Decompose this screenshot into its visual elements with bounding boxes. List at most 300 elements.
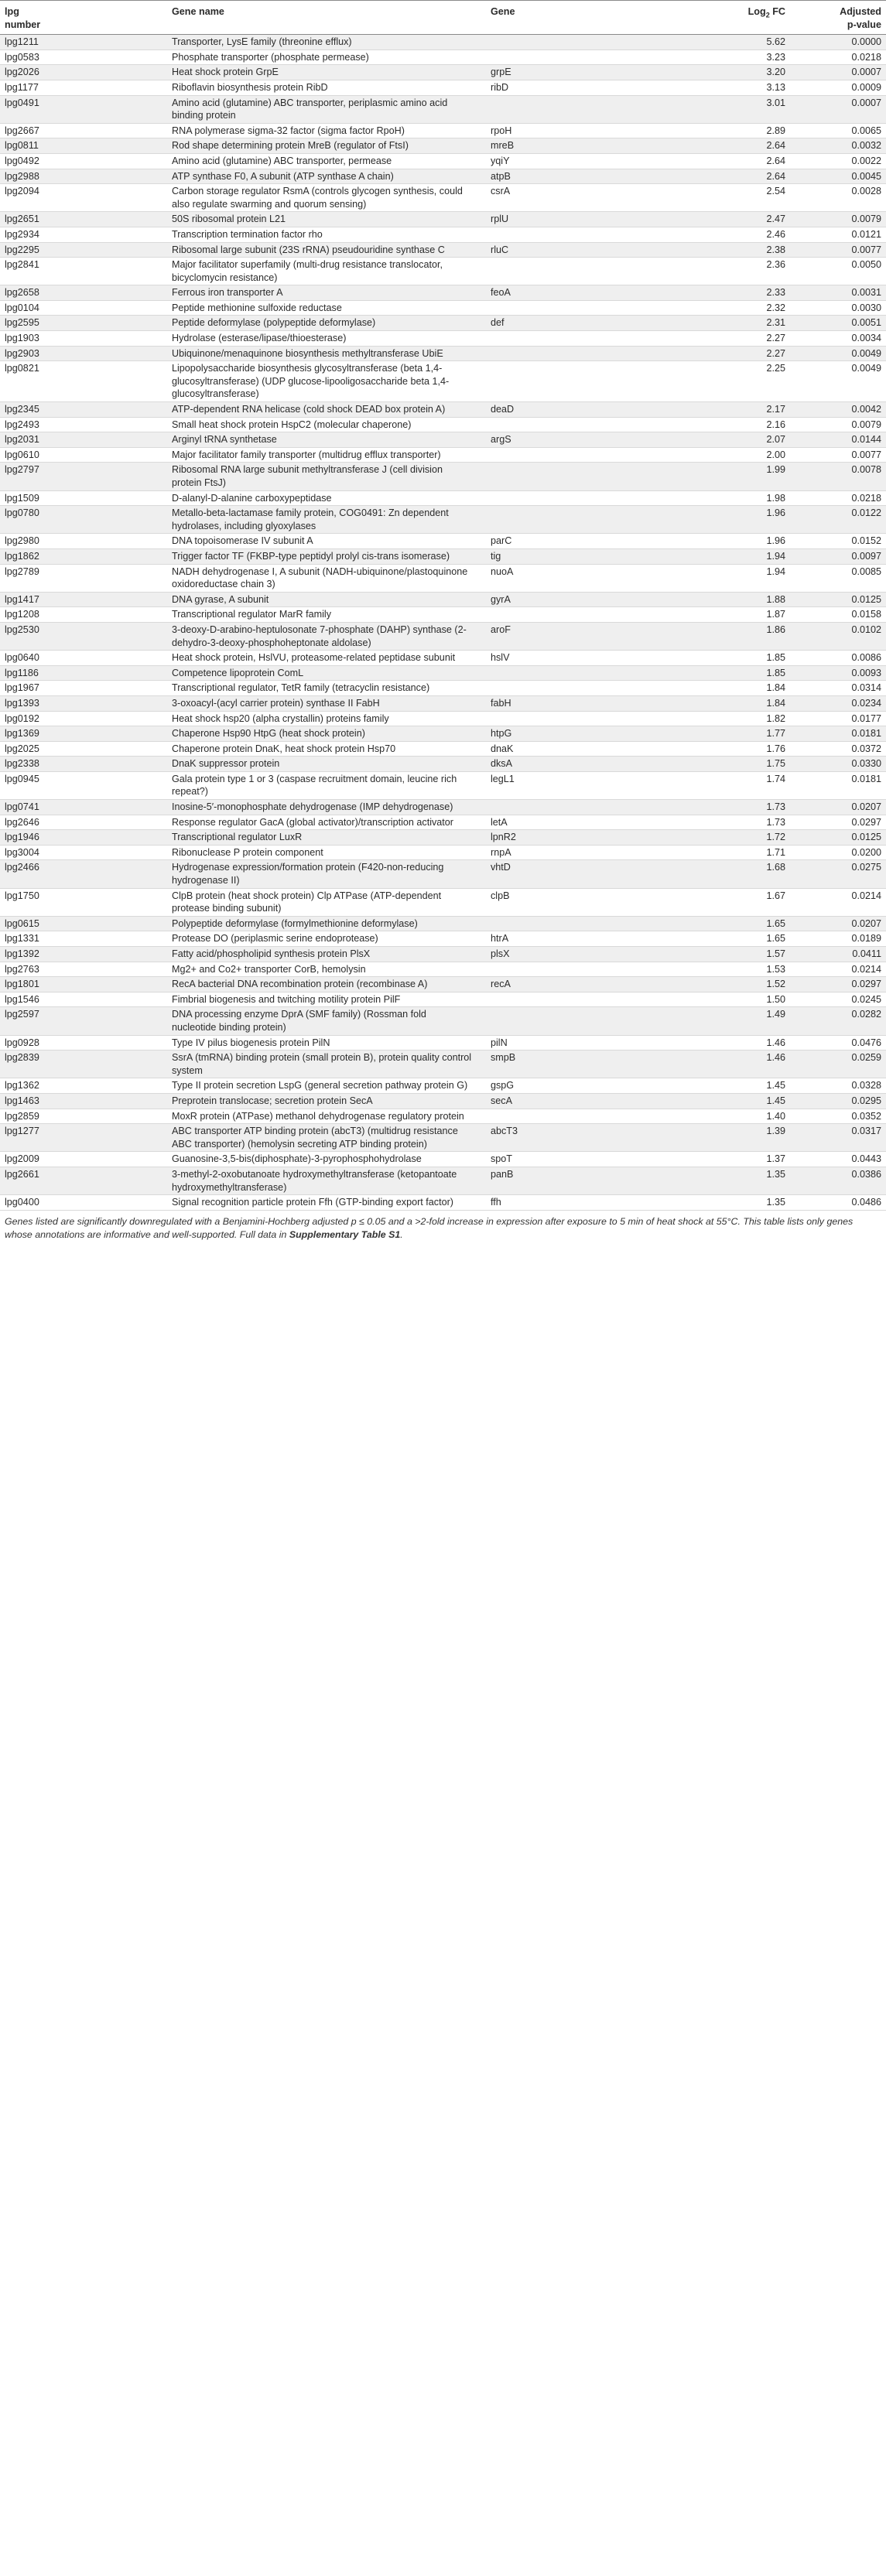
table-row — [0, 1007, 886, 1035]
log2fc-cell: 1.67 — [646, 888, 785, 916]
gene-name-cell: NADH dehydrogenase I, A subunit (NADH-ubiquinone/plastoquinone oxidoreductase chain 3) — [172, 564, 491, 592]
log2fc-cell: 1.53 — [646, 962, 785, 977]
log2fc-cell: 5.62 — [646, 35, 785, 50]
log2fc-cell: 1.65 — [646, 916, 785, 931]
table-row — [0, 258, 886, 285]
log2fc-cell: 1.72 — [646, 830, 785, 846]
log2fc-cell: 1.74 — [646, 771, 785, 799]
gene-cell — [491, 992, 646, 1007]
gene-cell: rpoH — [491, 123, 646, 138]
lpg-number-cell: lpg2661 — [0, 1167, 172, 1194]
table-row — [0, 1051, 886, 1078]
log2fc-cell: 2.54 — [646, 184, 785, 212]
log2fc-cell: 1.86 — [646, 622, 785, 650]
adjusted-pvalue-cell: 0.0049 — [785, 346, 886, 361]
table-row — [0, 490, 886, 506]
lpg-number-cell: lpg2841 — [0, 258, 172, 285]
gene-name-cell: Fatty acid/phospholipid synthesis protein PlsX — [172, 947, 491, 962]
log2fc-cell: 1.96 — [646, 506, 785, 534]
table-header — [0, 1, 886, 35]
adjusted-pvalue-cell: 0.0297 — [785, 977, 886, 992]
gene-cell — [491, 227, 646, 242]
gene-cell: legL1 — [491, 771, 646, 799]
lpg-number-cell: lpg0640 — [0, 651, 172, 666]
adjusted-pvalue-cell: 0.0007 — [785, 65, 886, 80]
log2fc-cell: 1.49 — [646, 1007, 785, 1035]
adjusted-pvalue-cell: 0.0065 — [785, 123, 886, 138]
lpg-number-cell: lpg2026 — [0, 65, 172, 80]
gene-cell: atpB — [491, 169, 646, 184]
gene-cell: htrA — [491, 931, 646, 947]
table-row — [0, 285, 886, 301]
adjusted-pvalue-cell: 0.0078 — [785, 463, 886, 490]
log2fc-cell: 2.38 — [646, 242, 785, 258]
table-row — [0, 741, 886, 757]
gene-cell: spoT — [491, 1152, 646, 1167]
footnote-text: Genes listed are significantly downregulated with a Benjamini-Hochberg adjusted p ≤ 0.05 and a >2-fold increase in expression after exposure to 5 min of heat shock at 55°C. This table lists only genes whose annotations are informative and well-supported. Full data in — [5, 1215, 854, 1240]
lpg-number-cell: lpg1186 — [0, 665, 172, 681]
adjusted-pvalue-cell: 0.0144 — [785, 432, 886, 448]
log2fc-cell: 2.36 — [646, 258, 785, 285]
table-row — [0, 80, 886, 95]
gene-name-cell: DNA processing enzyme DprA (SMF family) (Rossman fold nucleotide binding protein) — [172, 1007, 491, 1035]
gene-cell: plsX — [491, 947, 646, 962]
log2fc-cell: 1.57 — [646, 947, 785, 962]
gene-name-cell: Riboflavin biosynthesis protein RibD — [172, 80, 491, 95]
gene-cell — [491, 346, 646, 361]
table-row — [0, 916, 886, 931]
lpg-number-cell: lpg0741 — [0, 800, 172, 815]
table-row — [0, 432, 886, 448]
log2fc-cell: 1.84 — [646, 681, 785, 696]
lpg-number-cell: lpg1362 — [0, 1078, 172, 1094]
table-row — [0, 681, 886, 696]
gene-name-cell: Transcriptional regulator, TetR family (tetracyclin resistance) — [172, 681, 491, 696]
log2fc-cell: 1.73 — [646, 800, 785, 815]
adjusted-pvalue-cell: 0.0476 — [785, 1035, 886, 1051]
gene-cell: grpE — [491, 65, 646, 80]
table-row — [0, 1078, 886, 1094]
table-row — [0, 665, 886, 681]
gene-name-cell: RecA bacterial DNA recombination protein (recombinase A) — [172, 977, 491, 992]
table-row — [0, 1109, 886, 1124]
lpg-number-cell: lpg2934 — [0, 227, 172, 242]
log2fc-cell: 2.64 — [646, 138, 785, 154]
table-row — [0, 534, 886, 549]
gene-cell: panB — [491, 1167, 646, 1194]
log2fc-cell: 1.45 — [646, 1078, 785, 1094]
lpg-number-cell: lpg2903 — [0, 346, 172, 361]
gene-cell: dksA — [491, 757, 646, 772]
lpg-number-cell: lpg2789 — [0, 564, 172, 592]
adjusted-pvalue-cell: 0.0297 — [785, 815, 886, 830]
log2fc-cell: 2.16 — [646, 417, 785, 432]
log2fc-cell: 1.88 — [646, 592, 785, 607]
log2fc-cell: 1.50 — [646, 992, 785, 1007]
gene-name-cell: Lipopolysaccharide biosynthesis glycosyltransferase (beta 1,4-glucosyltransferase) (UDP glucose-lipooligosaccharide beta 1,4-glucosyltransferase) — [172, 361, 491, 402]
gene-name-cell: Type IV pilus biogenesis protein PilN — [172, 1035, 491, 1051]
lpg-number-cell: lpg2597 — [0, 1007, 172, 1035]
gene-cell: recA — [491, 977, 646, 992]
gene-cell: deaD — [491, 402, 646, 418]
gene-cell — [491, 1109, 646, 1124]
table-row — [0, 845, 886, 860]
table-row — [0, 548, 886, 564]
gene-cell: gyrA — [491, 592, 646, 607]
table-row — [0, 622, 886, 650]
lpg-number-cell: lpg0945 — [0, 771, 172, 799]
gene-name-cell: Trigger factor TF (FKBP-type peptidyl prolyl cis-trans isomerase) — [172, 548, 491, 564]
gene-name-cell: Hydrolase (esterase/lipase/thioesterase) — [172, 331, 491, 347]
gene-name-cell: Ribosomal RNA large subunit methyltransferase J (cell division protein FtsJ) — [172, 463, 491, 490]
lpg-number-cell: lpg0491 — [0, 95, 172, 123]
log2fc-cell: 2.07 — [646, 432, 785, 448]
lpg-number-cell: lpg1509 — [0, 490, 172, 506]
gene-name-cell: Chaperone Hsp90 HtpG (heat shock protein) — [172, 726, 491, 742]
table-row — [0, 962, 886, 977]
gene-cell — [491, 50, 646, 65]
adjusted-pvalue-cell: 0.0245 — [785, 992, 886, 1007]
table-row — [0, 711, 886, 726]
lpg-number-cell: lpg1801 — [0, 977, 172, 992]
lpg-number-cell: lpg2094 — [0, 184, 172, 212]
lpg-number-cell: lpg1862 — [0, 548, 172, 564]
adjusted-pvalue-cell: 0.0050 — [785, 258, 886, 285]
gene-name-cell: ATP synthase F0, A subunit (ATP synthase A chain) — [172, 169, 491, 184]
log2fc-cell: 1.73 — [646, 815, 785, 830]
gene-name-cell: Ubiquinone/menaquinone biosynthesis methyltransferase UbiE — [172, 346, 491, 361]
gene-cell: htpG — [491, 726, 646, 742]
table-row — [0, 564, 886, 592]
table-row — [0, 607, 886, 623]
adjusted-pvalue-cell: 0.0177 — [785, 711, 886, 726]
lpg-number-cell: lpg2295 — [0, 242, 172, 258]
lpg-number-cell: lpg0583 — [0, 50, 172, 65]
table-row — [0, 651, 886, 666]
adjusted-pvalue-cell: 0.0000 — [785, 35, 886, 50]
adjusted-pvalue-cell: 0.0007 — [785, 95, 886, 123]
gene-name-cell: ABC transporter ATP binding protein (abcT3) (multidrug resistance ABC transporter) (hemolysin secreting ATP binding protein) — [172, 1124, 491, 1152]
gene-name-cell: DnaK suppressor protein — [172, 757, 491, 772]
header-adjusted-line1: Adjusted — [840, 6, 881, 17]
gene-name-cell: Hydrogenase expression/formation protein (F420-non-reducing hydrogenase II) — [172, 860, 491, 888]
gene-cell — [491, 361, 646, 402]
footnote-end: . — [400, 1228, 403, 1240]
adjusted-pvalue-cell: 0.0034 — [785, 331, 886, 347]
gene-cell: pilN — [491, 1035, 646, 1051]
header-lpg-number — [0, 1, 172, 35]
header-log2fc-suffix: FC — [769, 6, 785, 17]
gene-table — [0, 0, 886, 1211]
lpg-number-cell: lpg2646 — [0, 815, 172, 830]
adjusted-pvalue-cell: 0.0181 — [785, 771, 886, 799]
gene-name-cell: Signal recognition particle protein Ffh (GTP-binding export factor) — [172, 1195, 491, 1211]
gene-name-cell: Carbon storage regulator RsmA (controls glycogen synthesis, could also regulate swarming and quorum sensing) — [172, 184, 491, 212]
log2fc-cell: 1.45 — [646, 1093, 785, 1109]
gene-cell: nuoA — [491, 564, 646, 592]
table-row — [0, 888, 886, 916]
gene-cell: rplU — [491, 212, 646, 227]
adjusted-pvalue-cell: 0.0158 — [785, 607, 886, 623]
gene-name-cell: Transcription termination factor rho — [172, 227, 491, 242]
adjusted-pvalue-cell: 0.0031 — [785, 285, 886, 301]
adjusted-pvalue-cell: 0.0411 — [785, 947, 886, 962]
lpg-number-cell: lpg1417 — [0, 592, 172, 607]
adjusted-pvalue-cell: 0.0009 — [785, 80, 886, 95]
header-gene: Gene — [491, 1, 646, 35]
gene-cell — [491, 607, 646, 623]
log2fc-cell: 3.01 — [646, 95, 785, 123]
lpg-number-cell: lpg2595 — [0, 316, 172, 331]
log2fc-cell: 2.17 — [646, 402, 785, 418]
gene-name-cell: Ribosomal large subunit (23S rRNA) pseudouridine synthase C — [172, 242, 491, 258]
gene-cell — [491, 1007, 646, 1035]
table-row — [0, 447, 886, 463]
log2fc-cell: 1.39 — [646, 1124, 785, 1152]
adjusted-pvalue-cell: 0.0207 — [785, 800, 886, 815]
adjusted-pvalue-cell: 0.0121 — [785, 227, 886, 242]
adjusted-pvalue-cell: 0.0386 — [785, 1167, 886, 1194]
log2fc-cell: 2.25 — [646, 361, 785, 402]
table-row — [0, 830, 886, 846]
table-row — [0, 138, 886, 154]
adjusted-pvalue-cell: 0.0317 — [785, 1124, 886, 1152]
gene-name-cell: Amino acid (glutamine) ABC transporter, permease — [172, 153, 491, 169]
lpg-number-cell: lpg2466 — [0, 860, 172, 888]
log2fc-cell: 1.40 — [646, 1109, 785, 1124]
gene-cell — [491, 258, 646, 285]
adjusted-pvalue-cell: 0.0282 — [785, 1007, 886, 1035]
lpg-number-cell: lpg1903 — [0, 331, 172, 347]
adjusted-pvalue-cell: 0.0102 — [785, 622, 886, 650]
table-row — [0, 592, 886, 607]
log2fc-cell: 1.37 — [646, 1152, 785, 1167]
table-row — [0, 316, 886, 331]
lpg-number-cell: lpg1331 — [0, 931, 172, 947]
adjusted-pvalue-cell: 0.0295 — [785, 1093, 886, 1109]
log2fc-cell: 1.76 — [646, 741, 785, 757]
table-row — [0, 65, 886, 80]
gene-cell — [491, 800, 646, 815]
log2fc-cell: 2.64 — [646, 169, 785, 184]
table-body — [0, 35, 886, 1211]
table-row — [0, 242, 886, 258]
adjusted-pvalue-cell: 0.0079 — [785, 417, 886, 432]
lpg-number-cell: lpg1546 — [0, 992, 172, 1007]
gene-cell: yqiY — [491, 153, 646, 169]
log2fc-cell: 1.65 — [646, 931, 785, 947]
header-log2fc-prefix: Log — [747, 6, 766, 17]
gene-name-cell: Amino acid (glutamine) ABC transporter, periplasmic amino acid binding protein — [172, 95, 491, 123]
gene-cell — [491, 490, 646, 506]
gene-cell — [491, 665, 646, 681]
gene-cell: argS — [491, 432, 646, 448]
log2fc-cell: 2.46 — [646, 227, 785, 242]
adjusted-pvalue-cell: 0.0486 — [785, 1195, 886, 1211]
lpg-number-cell: lpg1463 — [0, 1093, 172, 1109]
log2fc-cell: 1.68 — [646, 860, 785, 888]
log2fc-cell: 1.99 — [646, 463, 785, 490]
adjusted-pvalue-cell: 0.0097 — [785, 548, 886, 564]
table-container — [0, 0, 886, 1242]
lpg-number-cell: lpg0104 — [0, 300, 172, 316]
footnote-link[interactable]: Supplementary Table S1 — [289, 1228, 401, 1240]
table-row — [0, 506, 886, 534]
adjusted-pvalue-cell: 0.0028 — [785, 184, 886, 212]
gene-cell — [491, 447, 646, 463]
lpg-number-cell: lpg1946 — [0, 830, 172, 846]
log2fc-cell: 1.52 — [646, 977, 785, 992]
gene-name-cell: Preprotein translocase; secretion protein SecA — [172, 1093, 491, 1109]
adjusted-pvalue-cell: 0.0181 — [785, 726, 886, 742]
gene-cell: rluC — [491, 242, 646, 258]
adjusted-pvalue-cell: 0.0045 — [785, 169, 886, 184]
adjusted-pvalue-cell: 0.0049 — [785, 361, 886, 402]
log2fc-cell: 1.46 — [646, 1051, 785, 1078]
adjusted-pvalue-cell: 0.0086 — [785, 651, 886, 666]
lpg-number-cell: lpg2530 — [0, 622, 172, 650]
header-row — [0, 1, 886, 35]
gene-name-cell: Guanosine-3,5-bis(diphosphate)-3-pyrophosphohydrolase — [172, 1152, 491, 1167]
log2fc-cell: 2.31 — [646, 316, 785, 331]
table-row — [0, 50, 886, 65]
adjusted-pvalue-cell: 0.0022 — [785, 153, 886, 169]
lpg-number-cell: lpg0192 — [0, 711, 172, 726]
table-row — [0, 417, 886, 432]
table-row — [0, 184, 886, 212]
gene-name-cell: Heat shock hsp20 (alpha crystallin) proteins family — [172, 711, 491, 726]
lpg-number-cell: lpg2009 — [0, 1152, 172, 1167]
lpg-number-cell: lpg1750 — [0, 888, 172, 916]
log2fc-cell: 2.32 — [646, 300, 785, 316]
gene-cell: csrA — [491, 184, 646, 212]
lpg-number-cell: lpg2667 — [0, 123, 172, 138]
gene-name-cell: Heat shock protein GrpE — [172, 65, 491, 80]
lpg-number-cell: lpg2658 — [0, 285, 172, 301]
gene-name-cell: Ferrous iron transporter A — [172, 285, 491, 301]
gene-name-cell: Peptide methionine sulfoxide reductase — [172, 300, 491, 316]
adjusted-pvalue-cell: 0.0372 — [785, 741, 886, 757]
gene-name-cell: Type II protein secretion LspG (general secretion pathway protein G) — [172, 1078, 491, 1094]
gene-cell: gspG — [491, 1078, 646, 1094]
gene-cell — [491, 300, 646, 316]
gene-name-cell: MoxR protein (ATPase) methanol dehydrogenase regulatory protein — [172, 1109, 491, 1124]
gene-name-cell: Mg2+ and Co2+ transporter CorB, hemolysin — [172, 962, 491, 977]
table-row — [0, 800, 886, 815]
lpg-number-cell: lpg1177 — [0, 80, 172, 95]
gene-cell: mreB — [491, 138, 646, 154]
gene-cell: hslV — [491, 651, 646, 666]
table-row — [0, 757, 886, 772]
lpg-number-cell: lpg1369 — [0, 726, 172, 742]
gene-cell: aroF — [491, 622, 646, 650]
lpg-number-cell: lpg2980 — [0, 534, 172, 549]
gene-cell — [491, 463, 646, 490]
log2fc-cell: 2.64 — [646, 153, 785, 169]
header-log2fc-sub: 2 — [765, 11, 770, 19]
gene-name-cell: Fimbrial biogenesis and twitching motility protein PilF — [172, 992, 491, 1007]
gene-cell: ribD — [491, 80, 646, 95]
adjusted-pvalue-cell: 0.0077 — [785, 242, 886, 258]
log2fc-cell: 3.13 — [646, 80, 785, 95]
gene-cell: smpB — [491, 1051, 646, 1078]
log2fc-cell: 2.27 — [646, 346, 785, 361]
log2fc-cell: 1.94 — [646, 564, 785, 592]
table-row — [0, 1167, 886, 1194]
log2fc-cell: 1.98 — [646, 490, 785, 506]
adjusted-pvalue-cell: 0.0259 — [785, 1051, 886, 1078]
adjusted-pvalue-cell: 0.0218 — [785, 50, 886, 65]
gene-name-cell: Protease DO (periplasmic serine endoprotease) — [172, 931, 491, 947]
lpg-number-cell: lpg0610 — [0, 447, 172, 463]
adjusted-pvalue-cell: 0.0330 — [785, 757, 886, 772]
table-row — [0, 35, 886, 50]
gene-name-cell: Transcriptional regulator MarR family — [172, 607, 491, 623]
gene-name-cell: Ribonuclease P protein component — [172, 845, 491, 860]
gene-cell — [491, 417, 646, 432]
adjusted-pvalue-cell: 0.0328 — [785, 1078, 886, 1094]
log2fc-cell: 1.85 — [646, 651, 785, 666]
adjusted-pvalue-cell: 0.0030 — [785, 300, 886, 316]
table-row — [0, 331, 886, 347]
gene-name-cell: Metallo-beta-lactamase family protein, COG0491: Zn dependent hydrolases, including glyoxylases — [172, 506, 491, 534]
header-log2fc — [646, 1, 785, 35]
gene-cell: parC — [491, 534, 646, 549]
table-row — [0, 1152, 886, 1167]
adjusted-pvalue-cell: 0.0443 — [785, 1152, 886, 1167]
table-row — [0, 947, 886, 962]
table-row — [0, 726, 886, 742]
gene-name-cell: Competence lipoprotein ComL — [172, 665, 491, 681]
lpg-number-cell: lpg1277 — [0, 1124, 172, 1152]
table-row — [0, 95, 886, 123]
lpg-number-cell: lpg2025 — [0, 741, 172, 757]
gene-cell: vhtD — [491, 860, 646, 888]
log2fc-cell: 3.23 — [646, 50, 785, 65]
gene-name-cell: Phosphate transporter (phosphate permease) — [172, 50, 491, 65]
gene-cell: ffh — [491, 1195, 646, 1211]
gene-cell — [491, 916, 646, 931]
gene-cell: fabH — [491, 695, 646, 711]
adjusted-pvalue-cell: 0.0234 — [785, 695, 886, 711]
table-row — [0, 227, 886, 242]
adjusted-pvalue-cell: 0.0200 — [785, 845, 886, 860]
lpg-number-cell: lpg2338 — [0, 757, 172, 772]
gene-name-cell: 3-oxoacyl-(acyl carrier protein) synthase II FabH — [172, 695, 491, 711]
lpg-number-cell: lpg0928 — [0, 1035, 172, 1051]
table-row — [0, 1124, 886, 1152]
gene-cell: clpB — [491, 888, 646, 916]
adjusted-pvalue-cell: 0.0152 — [785, 534, 886, 549]
header-adjusted-line2: p-value — [847, 19, 881, 30]
lpg-number-cell: lpg0400 — [0, 1195, 172, 1211]
adjusted-pvalue-cell: 0.0207 — [785, 916, 886, 931]
adjusted-pvalue-cell: 0.0093 — [785, 665, 886, 681]
gene-name-cell: Response regulator GacA (global activator)/transcription activator — [172, 815, 491, 830]
table-row — [0, 153, 886, 169]
log2fc-cell: 2.47 — [646, 212, 785, 227]
table-row — [0, 361, 886, 402]
lpg-number-cell: lpg0811 — [0, 138, 172, 154]
header-lpg-line2: number — [5, 19, 41, 30]
log2fc-cell: 1.75 — [646, 757, 785, 772]
gene-name-cell: Arginyl tRNA synthetase — [172, 432, 491, 448]
table-row — [0, 300, 886, 316]
gene-name-cell: Gala protein type 1 or 3 (caspase recruitment domain, leucine rich repeat?) — [172, 771, 491, 799]
gene-name-cell: SsrA (tmRNA) binding protein (small protein B), protein quality control system — [172, 1051, 491, 1078]
adjusted-pvalue-cell: 0.0314 — [785, 681, 886, 696]
log2fc-cell: 1.87 — [646, 607, 785, 623]
